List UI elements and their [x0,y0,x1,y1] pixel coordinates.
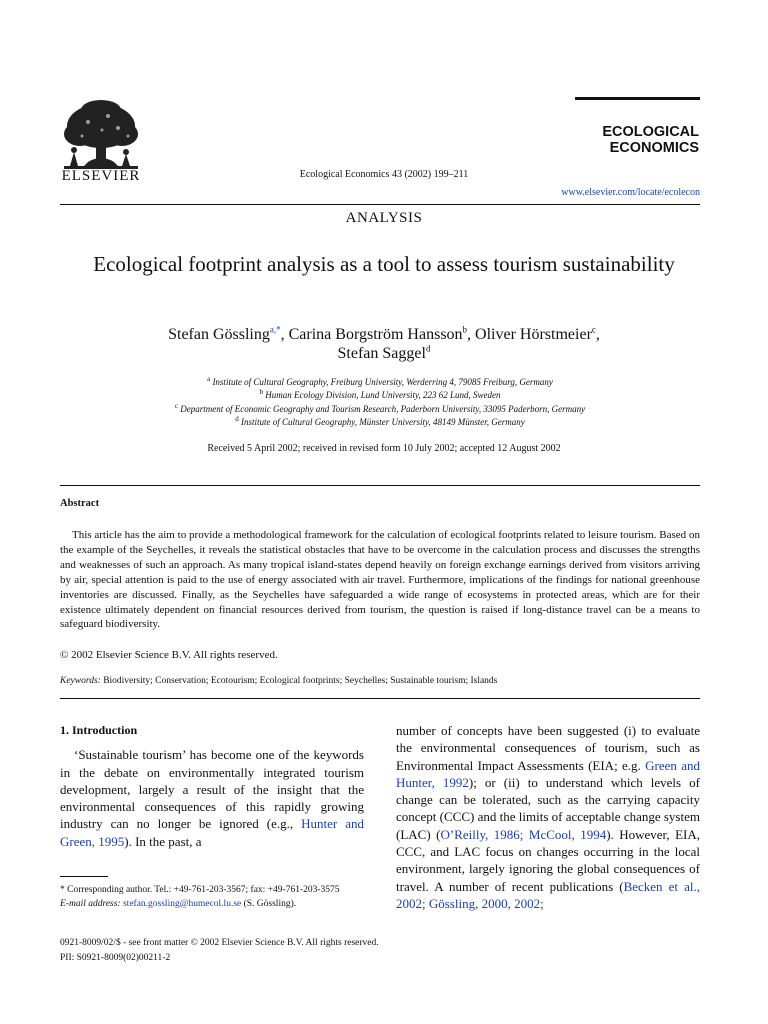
article-dates: Received 5 April 2002; received in revised form 10 July 2002; accepted 12 August 2002 [207,443,561,454]
body-top-divider [60,698,700,699]
abstract-text: This article has the aim to provide a methodological framework for the calculation of ecological footprints related to leisure tourism. Based on the example of the Seychelles, it reveals the statistical obstacles that have to be overcome in the calculation process and discusses the strengths and weaknesses of such an approach. As many tropical island-states depend heavily on foreign exchange earnings derived from visitors arriving by air, special attention is paid to the use of energy associated with air travel. Furthermore, implications of the findings for national greenhouse inventories are discussed. Finally, as the Seychelles have safeguarded a wide range of ecosystems in protected areas, which are for their existence ultimately dependent on financial resources derived from tourism, the question is raised if long-distance travel can be a means to safeguard biodiversity. [60,529,700,631]
keywords-text: Biodiversity; Conservation; Ecotourism; Ecological footprints; Seychelles; Sustainable tourism; Islands [103,676,498,686]
header-divider [60,204,700,205]
footnote-divider [60,876,108,877]
citation-link[interactable]: Green and Hunter, 1992 [396,757,701,790]
paragraph-text: ); or (ii) to understand which levels of change can be tolerated, such as the carrying capacity concept (CCC) and the limits of acceptable change system (LAC) ( [396,774,700,842]
author-list: Stefan Gössling$^{a,*}$, Carina Borgström Hansson$^b$, Oliver Hörstmeier$^c$, Stefan Saggel$^d$ [168,324,600,362]
author-sup: d [425,343,431,354]
issn-block [60,936,379,966]
affiliation-sup: b [259,388,263,397]
abstract-heading: Abstract [60,498,100,509]
affiliation-sup: d [235,414,239,423]
footnote [60,883,366,911]
paragraph-text: number of concepts have been suggested (i) to evaluate the environmental consequences of tourism, such as Environmental Impact Assessments (EIA; e.g. [396,723,700,773]
affiliations [60,376,700,429]
author-sup: c [591,324,596,335]
journal-title [529,124,699,156]
affiliation-sup: a [207,375,211,383]
citation-link[interactable]: Becken et al., 2002; Gössling, 2000, 2002; [396,878,701,911]
keywords-label: Keywords: [60,676,101,686]
author-name: Stefan Saggel [337,345,426,362]
email-suffix: (S. Gössling). [243,899,297,909]
paragraph-text: ). However, EIA, CCC, and LAC focus on changes occurring in the local environment, largely ignoring the global consequences of travel. A number of recent publications ( [396,826,700,894]
author-name: Oliver Hörstmeier [475,326,592,343]
journal-title-rule [575,97,700,100]
right-column [396,722,700,912]
author-sup[interactable]: a,* [269,324,281,335]
article-title: Ecological footprint analysis as a tool to assess tourism sustainability [93,252,675,276]
affiliation [60,403,700,416]
journal-title-line2: ECONOMICS [609,140,699,156]
affiliation-text: Department of Economic Geography and Tourism Research, Paderborn University, 33095 Paderborn, Germany [180,403,586,414]
copyright-line: © 2002 Elsevier Science B.V. All rights reserved. [60,649,278,661]
journal-url[interactable]: www.elsevier.com/locate/ecolecon [561,187,700,198]
journal-title-line1: ECOLOGICAL [602,124,699,140]
affiliation-text: Institute of Cultural Geography, Münster University, 48149 Münster, Germany [241,416,525,427]
abstract-top-divider [60,485,700,486]
affiliation [60,389,700,402]
corresponding-author-note: * Corresponding author. Tel.: +49-761-203-3567; fax: +49-761-203-3575 [60,885,340,895]
intro-paragraph [60,746,364,850]
email-link[interactable]: stefan.gossling@humecol.lu.se [122,899,242,909]
section-heading: 1. Introduction [60,723,138,737]
citation-link[interactable]: Hunter and Green, 1995 [60,816,364,849]
citation-link[interactable]: O’Reilly, 1986; McCool, 1994 [440,826,607,842]
affiliation-text: Human Ecology Division, Lund University, 223 62 Lund, Sweden [265,390,501,401]
left-column [60,722,364,850]
paragraph-text: ). In the past, a [124,833,202,849]
affiliation-text: Institute of Cultural Geography, Freiburg University, Werderring 4, 79085 Freiburg, Germany [212,377,553,387]
journal-reference: Ecological Economics 43 (2002) 199–211 [299,169,469,180]
paragraph-text: ‘Sustainable tourism’ has become one of the keywords in the debate on environmentally integrated tourism development, largely a result of the insight that the environmental consequences of this rapidly growing industry can no longer be ignored (e.g., [60,747,364,832]
article-section-label: ANALYSIS [345,210,423,226]
pii-line: PII: S0921-8009(02)00211-2 [60,953,171,963]
keywords [60,676,700,686]
email-line [60,897,366,911]
affiliation [60,376,700,389]
author-name: Carina Borgström Hansson [288,326,463,343]
affiliation-sup: c [174,401,179,410]
issn-line: 0921-8009/02/$ - see front matter © 2002 Elsevier Science B.V. All rights reserved. [60,938,379,948]
author-sup: b [462,324,468,335]
affiliation [60,416,700,429]
author-name: Stefan Gössling [168,326,270,343]
email-label: E-mail address: [60,899,121,909]
publisher-name: ELSEVIER [61,168,141,184]
